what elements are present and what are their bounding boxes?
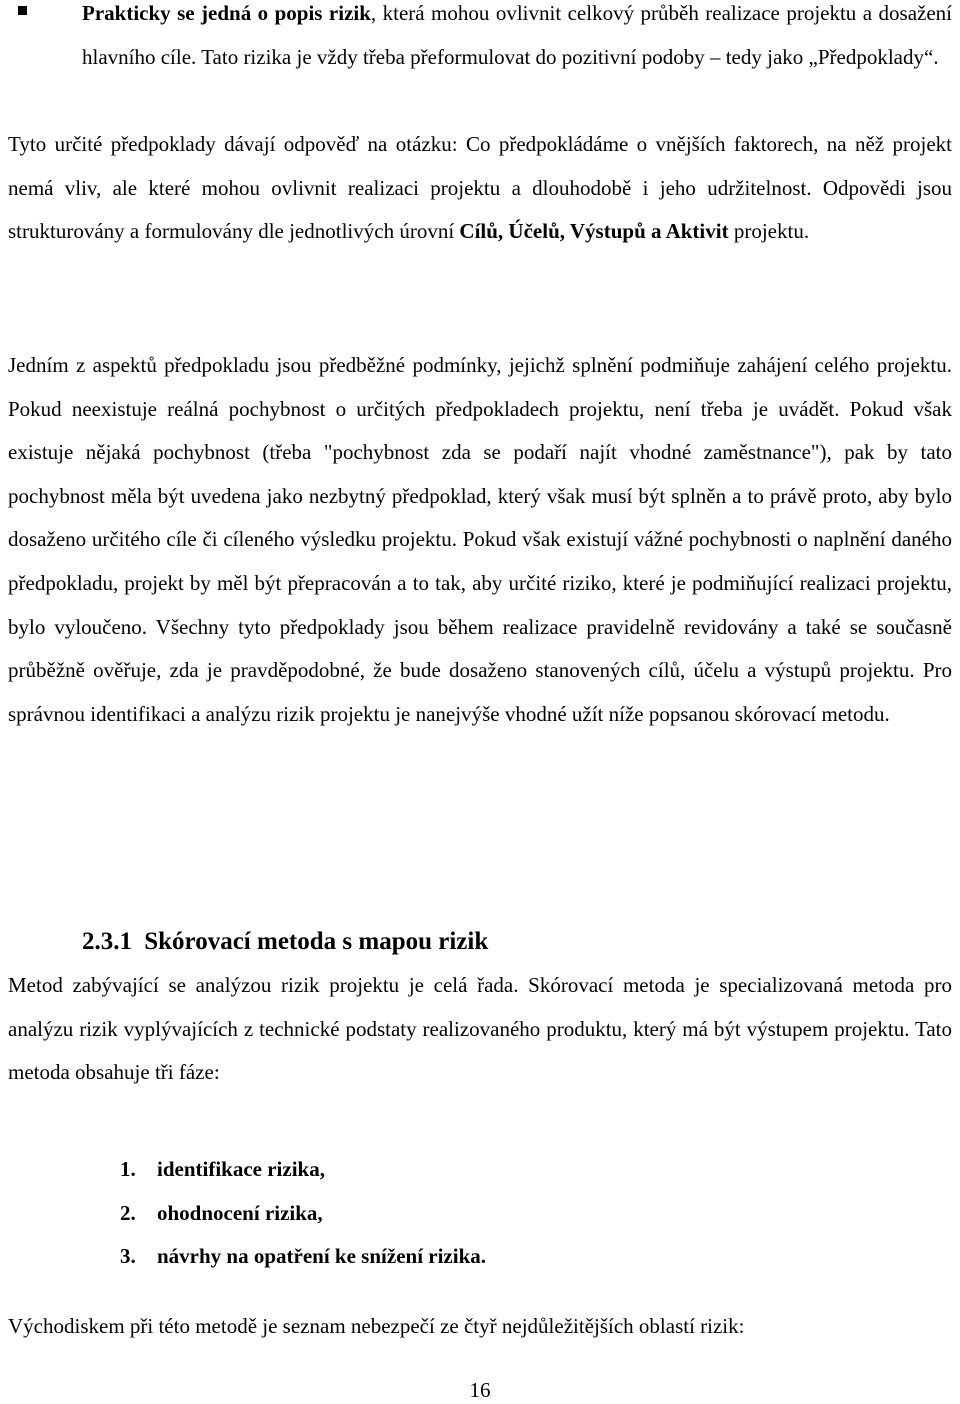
- preconditions-paragraph: Jedním z aspektů předpokladu jsou předběžné podmínky, jejichž splnění podmiňuje zahájení celého projektu. Pokud neexistuje reálná pochybnost o určitých předpokladech projektu, není třeba je uvádět. Pokud však existuje nějaká pochybnost (třeba "pochybnost zda se podaří najít vhodné zaměstnance"), pak by tato pochybnost měla být uvedena jako nezbytný předpoklad, který však musí být splněn a to právě proto, aby bylo dosaženo určitého cíle či cíleného výsledku projektu. Pokud však existují vážné pochybnosti o naplnění daného předpokladu, projekt by měl být přepracován a to tak, aby určité riziko, které je podmiňující realizaci projektu, bylo vyloučeno. Všechny tyto předpoklady jsou během realizace pravidelně revidovány a také se současně průběžně ověřuje, zda je pravděpodobné, že bude dosaženo stanovených cílů, účelu a výstupů projektu. Pro správnou identifikaci a analýzu rizik projektu je nanejvýše vhodné užít níže popsanou skórovací metodu.: [8, 353, 952, 726]
- list-item: [120, 1192, 486, 1236]
- list-item: [120, 1148, 486, 1192]
- levels-bold: Cílů, Účelů, Výstupů a Aktivit: [459, 219, 729, 244]
- risk-bullet-item: [8, 0, 952, 79]
- section-title: Skórovací metoda s mapou rizik: [144, 928, 489, 955]
- assumptions-paragraph: [8, 123, 952, 254]
- bullet-lead-bold: Prakticky se jedná o popis rizik: [82, 1, 371, 25]
- assumptions-text: Tyto určité předpoklady dávají odpověď na otázku: Co předpokládáme o vnějších faktorech, na něž projekt nemá vliv, ale které mohou ovlivnit realizaci projektu a dlouhodobě i jeho udržitelnost. Odpovědi jsou strukturovány a formulovány dle jednotlivých úrovní: [8, 132, 952, 244]
- list-item: [120, 1235, 486, 1279]
- list-item-label: návrhy na opatření ke snížení rizika.: [157, 1244, 487, 1269]
- method-paragraph: Metod zabývající se analýzou rizik projektu je celá řada. Skórovací metoda je specializovaná metoda pro analýzu rizik vyplývajících z technické podstaty realizovaného produktu, který má být výstupem projektu. Tato metoda obsahuje tři fáze:: [8, 973, 952, 1085]
- list-item-label: ohodnocení rizika,: [157, 1200, 323, 1225]
- phases-list: [120, 1148, 486, 1279]
- list-item-number: 1.: [120, 1157, 136, 1181]
- section-heading: [82, 922, 488, 962]
- list-item-label: identifikace rizika,: [157, 1157, 325, 1181]
- basis-paragraph: Východiskem při této metodě je seznam nebezpečí ze čtyř nejdůležitějších oblastí rizik:: [8, 1314, 745, 1338]
- square-bullet-icon: [18, 6, 27, 15]
- list-item-number: 3.: [120, 1244, 136, 1269]
- section-number: 2.3.1: [82, 928, 132, 955]
- bullet-body: , která mohou ovlivnit celkový průběh realizace projektu a dosažení hlavního cíle. Tato rizika je vždy třeba přeformulovat do pozitivní podoby – tedy jako „Předpoklady“.: [82, 1, 952, 69]
- assumptions-tail: projektu.: [728, 219, 810, 244]
- list-item-number: 2.: [120, 1200, 136, 1225]
- bullet-text: [82, 0, 952, 79]
- page-number: 16: [469, 1378, 491, 1402]
